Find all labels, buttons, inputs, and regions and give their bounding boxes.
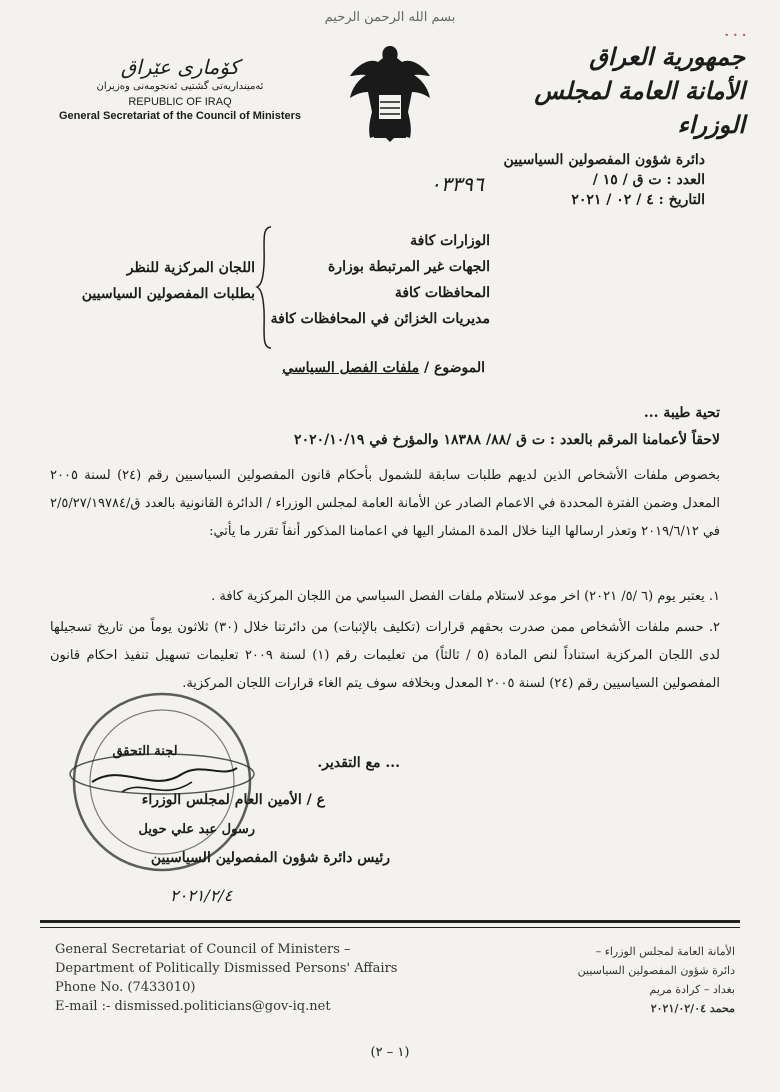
footer-ar-line: محمد ٢٠٢١/٠٢/٠٤ <box>650 1002 735 1015</box>
footer-email: E-mail :- dismissed.politicians@gov-iq.net <box>55 999 331 1014</box>
corner-marks: ··· <box>723 25 750 46</box>
footer-ar-line: دائرة شؤون المفصولين السياسيين <box>577 964 735 977</box>
cc-line: بطلبات المفصولين السياسيين <box>81 286 255 302</box>
english-republic: REPUBLIC OF IRAQ <box>128 96 232 108</box>
addressee-item: الجهات غير المرتبطة بوزارة <box>328 259 490 275</box>
page-number: (١ – ٢) <box>370 1045 410 1060</box>
footer-en-line: General Secretariat of Council of Ministers – <box>55 942 351 957</box>
footer-divider-thin <box>40 927 740 928</box>
signature-title: ع / الأمين العام لمجلس الوزراء <box>141 792 325 808</box>
brace-icon <box>255 225 273 350</box>
signatory-position: رئيس دائرة شؤون المفصولين السياسيين <box>150 850 390 866</box>
footer-en-line: Department of Politically Dismissed Persons' Affairs <box>55 961 398 976</box>
handwritten-number: ٠٣٣٩٦ <box>430 172 484 196</box>
signatory-name: رسول عبد علي حويل <box>138 822 255 837</box>
eagle-emblem-icon <box>340 42 440 147</box>
reference-date: التاريخ : ٤ / ٠٢ / ٢٠٢١ <box>571 192 705 208</box>
department-name: دائرة شؤون المفصولين السياسيين <box>503 152 705 168</box>
decision-item-1: ١. يعتبر يوم (٦ /٥/ ٢٠٢١) اخر موعد لاستلام ملفات الفصل السياسي من اللجان المركزية كافة . <box>211 589 720 604</box>
footer-english <box>55 940 415 1016</box>
footer-en-line: Phone No. (7433010) <box>55 980 196 995</box>
footer-ar-line: الأمانة العامة لمجلس الوزراء – <box>595 945 735 958</box>
subject-label: الموضوع / <box>424 360 485 376</box>
kurdish-letterhead <box>80 55 280 92</box>
addressee-item: الوزارات كافة <box>410 233 490 249</box>
stamp-label: لجنة التحقق <box>112 744 178 759</box>
addressee-list <box>250 228 490 332</box>
arabic-secretariat-title: الأمانة العامة لمجلس الوزراء <box>534 76 745 139</box>
decision-item-2: ٢. حسم ملفات الأشخاص ممن صدرت بحقهم قرارات (تكليف بالإثبات) من دائرتنا خلال (٣٠) ثلاثون يوماً من تاريخ تسجيلها لدى اللجان المركزية استناداً لنص المادة (٥ / ثالثاً) من تعليمات رقم (١) لسنة ٢٠٠٩ تعليمات تسهيل تنفيذ احكام قانون المفصولين السياسيين رقم (٢٤) لسنة ٢٠٠٥ المعدل وبخلافه سوف يتم الغاء قرارات اللجان المركزية. <box>50 620 721 691</box>
greeting: تحية طيبة ... <box>643 405 720 421</box>
arabic-republic-title: جمهورية العراق <box>589 42 745 71</box>
body-paragraph: بخصوص ملفات الأشخاص الذين لديهم طلبات سابقة للشمول بأحكام قانون المفصولين السياسيين رقم (٢٤) لسنة ٢٠٠٥ المعدل وضمن الفترة المحددة في الاعمام الصادر عن الأمانة العامة لمجلس الوزراء / الدائرة القانونية بالعدد ق/٢/٥/٢٧/١٩٧٨٤ في ٢٠١٩/٦/١٢ وتعذر ارسالها الينا خلال المدة المشار اليها في اعمامنا المذكور أنفاً تقرر ما يأتي: <box>50 468 720 539</box>
previous-circular-reference: لاحقاً لأعمامنا المرقم بالعدد : ت ق /٨٨/ ١٨٣٨٨ والمؤرخ في ٢٠٢٠/١٠/١٩ <box>294 432 720 448</box>
english-secretariat: General Secretariat of the Council of Ministers <box>58 110 302 122</box>
addressee-item: مديريات الخزائن في المحافظات كافة <box>270 311 490 327</box>
subject-line <box>282 360 485 376</box>
kurdish-subtitle: ئه‌مینداریه‌تی گشتیی ئه‌نجومه‌نی وه‌زیران <box>96 81 264 92</box>
footer-arabic <box>535 942 735 1018</box>
closing-regards: ... مع التقدير. <box>317 755 400 771</box>
cc-committees <box>55 255 255 307</box>
footer-ar-line: بغداد – كرادة مريم <box>649 983 735 996</box>
handwritten-signature-date: ٢٠٢١/٢/٤ <box>170 886 233 905</box>
subject-text: ملفات الفصل السياسي <box>282 360 420 376</box>
arabic-letterhead <box>515 40 745 142</box>
kurdish-title: كۆماری عێراق <box>120 55 240 79</box>
reference-number: العدد : ت ق / ١٥ / <box>592 172 705 188</box>
basmala: بسم الله الرحمن الرحيم <box>324 10 456 25</box>
addressee-item: المحافظات كافة <box>394 285 490 301</box>
cc-line: اللجان المركزية للنظر <box>126 260 255 276</box>
footer-divider <box>40 920 740 923</box>
